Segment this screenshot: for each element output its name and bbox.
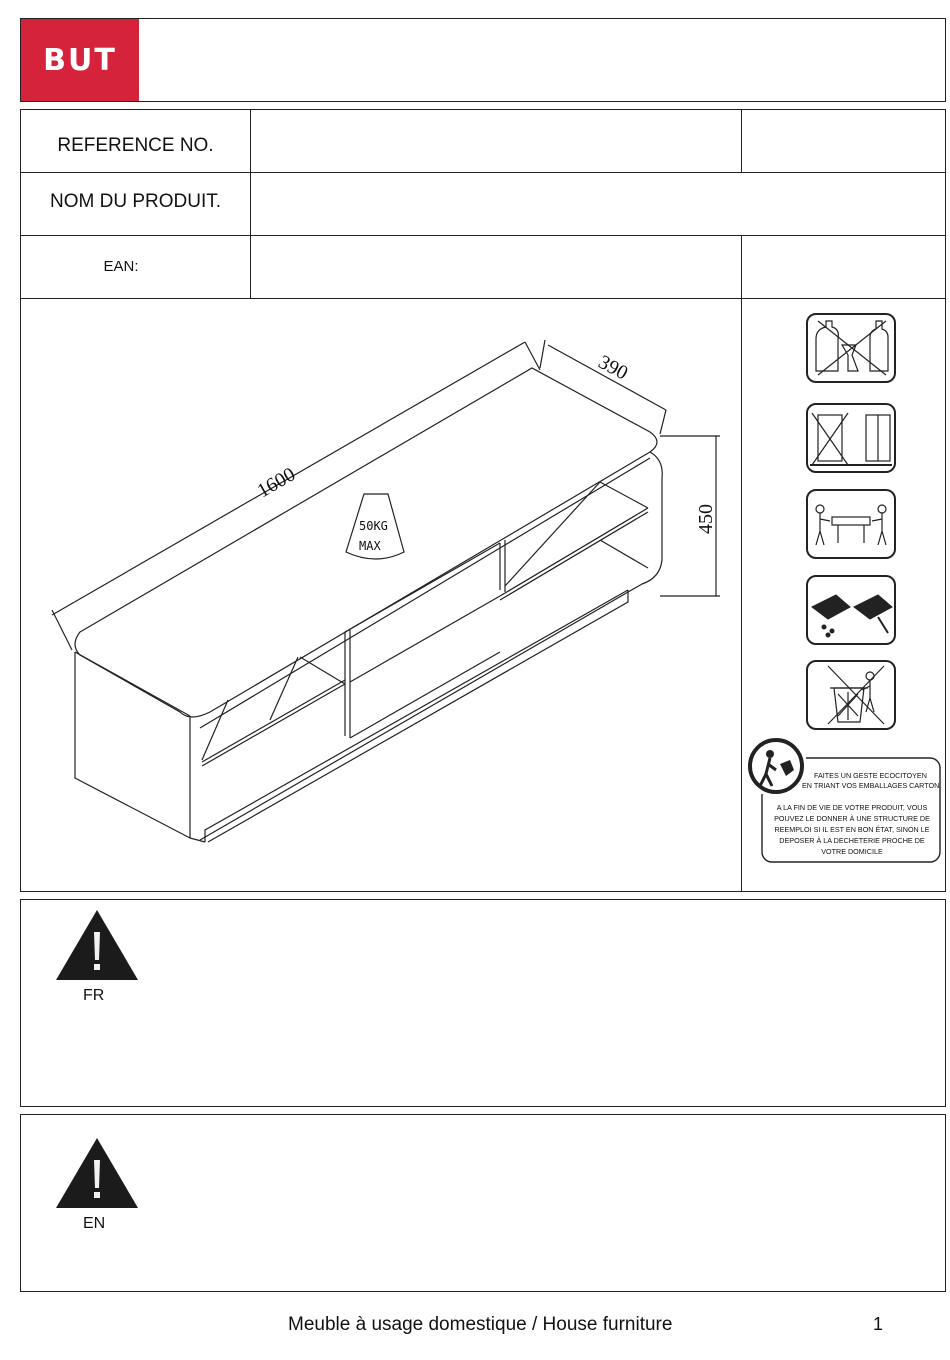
recycling-headline: EN TRIANT VOS EMBALLAGES CARTON [802,781,940,790]
table-divider [741,235,742,299]
section-divider [741,298,742,892]
cleaning-cloth-icon [806,575,896,645]
recycling-body: POUVEZ LE DONNER À UNE STRUCTURE DE [774,814,930,823]
table-divider [741,109,742,172]
reference-label: REFERENCE NO. [57,135,214,156]
page-number: 1 [873,1314,884,1334]
recycling-notice [746,730,944,866]
warning-triangle-icon [54,908,140,984]
dim-height-label: 450 [695,504,717,534]
warning-triangle-icon [54,1136,140,1212]
recycling-headline: FAITES UN GESTE ECOCITOYEN [814,771,927,780]
recycling-body: REEMPLOI SI IL EST EN BON ÉTAT, SINON LE [774,825,930,834]
no-household-waste-icon [806,660,896,730]
warning-section-fr [20,899,946,1107]
footer-caption: Meuble à usage domestique / House furniture [288,1314,673,1335]
ean-label: EAN: [103,257,139,275]
tip-over-warning-icon [806,403,896,473]
warning-label-fr: FR [83,987,105,1004]
warning-section-en [20,1114,946,1292]
no-chemical-cleaners-icon [806,313,896,383]
dim-depth-label: 390 [594,350,632,385]
load-limit-label: 50KG [359,519,388,533]
warning-label-en: EN [83,1215,106,1232]
but-logo: BUT [21,19,139,101]
load-limit-label: MAX [359,539,381,553]
dim-length-label: 1600 [253,463,300,503]
recycling-body: DEPOSER À LA DECHETERIE PROCHE DE [779,836,925,845]
product-name-label: NOM DU PRODUIT. [50,191,221,212]
recycling-body: A LA FIN DE VIE DE VOTRE PRODUIT, VOUS [776,803,928,812]
recycling-body: VOTRE DOMICILE [821,847,883,856]
two-person-assembly-icon [806,489,896,559]
